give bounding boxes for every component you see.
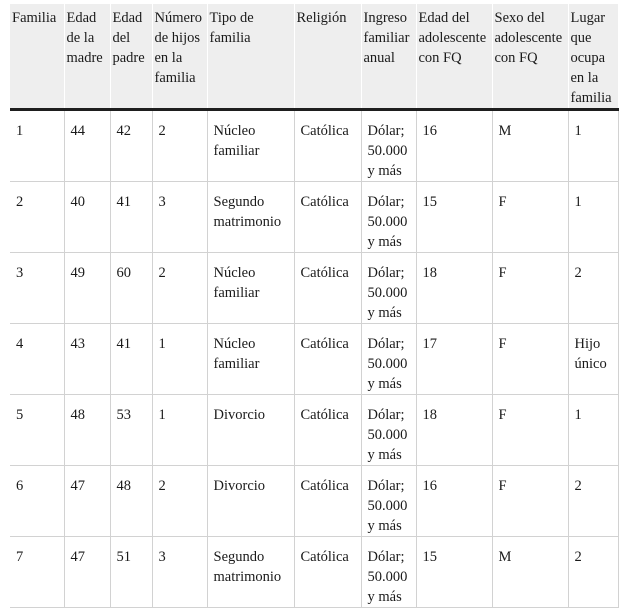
cell-edad-padre: 60: [110, 253, 152, 324]
cell-religion: Católica: [294, 110, 361, 182]
cell-edad-madre: 48: [64, 395, 110, 466]
cell-edad-madre: 44: [64, 110, 110, 182]
cell-edad-adolescente: 16: [416, 110, 492, 182]
cell-familia: 7: [10, 537, 64, 608]
cell-sexo-adolescente: M: [492, 110, 568, 182]
table-row: [10, 466, 618, 537]
cell-ingreso: Dólar; 50.000 y más: [361, 466, 416, 537]
cell-tipo-familia: Divorcio: [207, 466, 294, 537]
cell-familia: 6: [10, 466, 64, 537]
cell-edad-adolescente: 17: [416, 324, 492, 395]
cell-sexo-adolescente: F: [492, 324, 568, 395]
cell-edad-padre: 41: [110, 324, 152, 395]
cell-tipo-familia: Divorcio: [207, 395, 294, 466]
cell-familia: 4: [10, 324, 64, 395]
cell-religion: Católica: [294, 324, 361, 395]
cell-edad-madre: 43: [64, 324, 110, 395]
table-row: [10, 537, 618, 608]
cell-religion: Católica: [294, 537, 361, 608]
cell-edad-madre: 40: [64, 182, 110, 253]
cell-edad-adolescente: 16: [416, 466, 492, 537]
cell-numero-hijos: 2: [152, 466, 207, 537]
cell-sexo-adolescente: F: [492, 395, 568, 466]
header-sexo-adolescente: Sexo del adolescente con FQ: [492, 4, 568, 110]
cell-numero-hijos: 3: [152, 182, 207, 253]
cell-lugar: 1: [568, 395, 618, 466]
cell-edad-madre: 47: [64, 537, 110, 608]
cell-sexo-adolescente: M: [492, 537, 568, 608]
cell-numero-hijos: 1: [152, 324, 207, 395]
cell-edad-madre: 49: [64, 253, 110, 324]
cell-religion: Católica: [294, 253, 361, 324]
cell-numero-hijos: 1: [152, 395, 207, 466]
cell-edad-adolescente: 18: [416, 253, 492, 324]
cell-religion: Católica: [294, 182, 361, 253]
cell-familia: 2: [10, 182, 64, 253]
cell-ingreso: Dólar; 50.000 y más: [361, 324, 416, 395]
cell-edad-padre: 42: [110, 110, 152, 182]
header-ingreso: Ingreso familiar anual: [361, 4, 416, 110]
header-edad-madre: Edad de la madre: [64, 4, 110, 110]
cell-religion: Católica: [294, 466, 361, 537]
cell-familia: 5: [10, 395, 64, 466]
cell-edad-adolescente: 18: [416, 395, 492, 466]
table-body: [10, 110, 618, 608]
cell-lugar: 1: [568, 110, 618, 182]
cell-edad-madre: 47: [64, 466, 110, 537]
table-header-row: [10, 4, 618, 110]
cell-sexo-adolescente: F: [492, 182, 568, 253]
cell-numero-hijos: 3: [152, 537, 207, 608]
cell-edad-padre: 51: [110, 537, 152, 608]
cell-edad-adolescente: 15: [416, 182, 492, 253]
header-lugar: Lugar que ocupa en la familia: [568, 4, 618, 110]
cell-lugar: Hijo único: [568, 324, 618, 395]
cell-tipo-familia: Núcleo familiar: [207, 253, 294, 324]
cell-numero-hijos: 2: [152, 110, 207, 182]
cell-tipo-familia: Segundo matrimonio: [207, 182, 294, 253]
header-edad-padre: Edad del padre: [110, 4, 152, 110]
cell-sexo-adolescente: F: [492, 466, 568, 537]
cell-numero-hijos: 2: [152, 253, 207, 324]
header-numero-hijos: Número de hijos en la familia: [152, 4, 207, 110]
cell-lugar: 2: [568, 537, 618, 608]
cell-lugar: 1: [568, 182, 618, 253]
cell-edad-adolescente: 15: [416, 537, 492, 608]
cell-edad-padre: 41: [110, 182, 152, 253]
table-row: [10, 253, 618, 324]
cell-edad-padre: 48: [110, 466, 152, 537]
cell-ingreso: Dólar; 50.000 y más: [361, 182, 416, 253]
cell-ingreso: Dólar; 50.000 y más: [361, 110, 416, 182]
header-familia: Familia: [10, 4, 64, 110]
cell-lugar: 2: [568, 466, 618, 537]
cell-religion: Católica: [294, 395, 361, 466]
table-row: [10, 395, 618, 466]
header-religion: Religión: [294, 4, 361, 110]
cell-familia: 1: [10, 110, 64, 182]
cell-tipo-familia: Segundo matrimonio: [207, 537, 294, 608]
cell-ingreso: Dólar; 50.000 y más: [361, 253, 416, 324]
cell-tipo-familia: Núcleo familiar: [207, 110, 294, 182]
cell-tipo-familia: Núcleo familiar: [207, 324, 294, 395]
cell-edad-padre: 53: [110, 395, 152, 466]
table-row: [10, 110, 618, 182]
table-row: [10, 182, 618, 253]
cell-ingreso: Dólar; 50.000 y más: [361, 537, 416, 608]
header-edad-adolescente: Edad del adolescente con FQ: [416, 4, 492, 110]
header-tipo-familia: Tipo de familia: [207, 4, 294, 110]
family-data-table: [10, 4, 619, 608]
cell-familia: 3: [10, 253, 64, 324]
cell-sexo-adolescente: F: [492, 253, 568, 324]
cell-ingreso: Dólar; 50.000 y más: [361, 395, 416, 466]
table-row: [10, 324, 618, 395]
cell-lugar: 2: [568, 253, 618, 324]
